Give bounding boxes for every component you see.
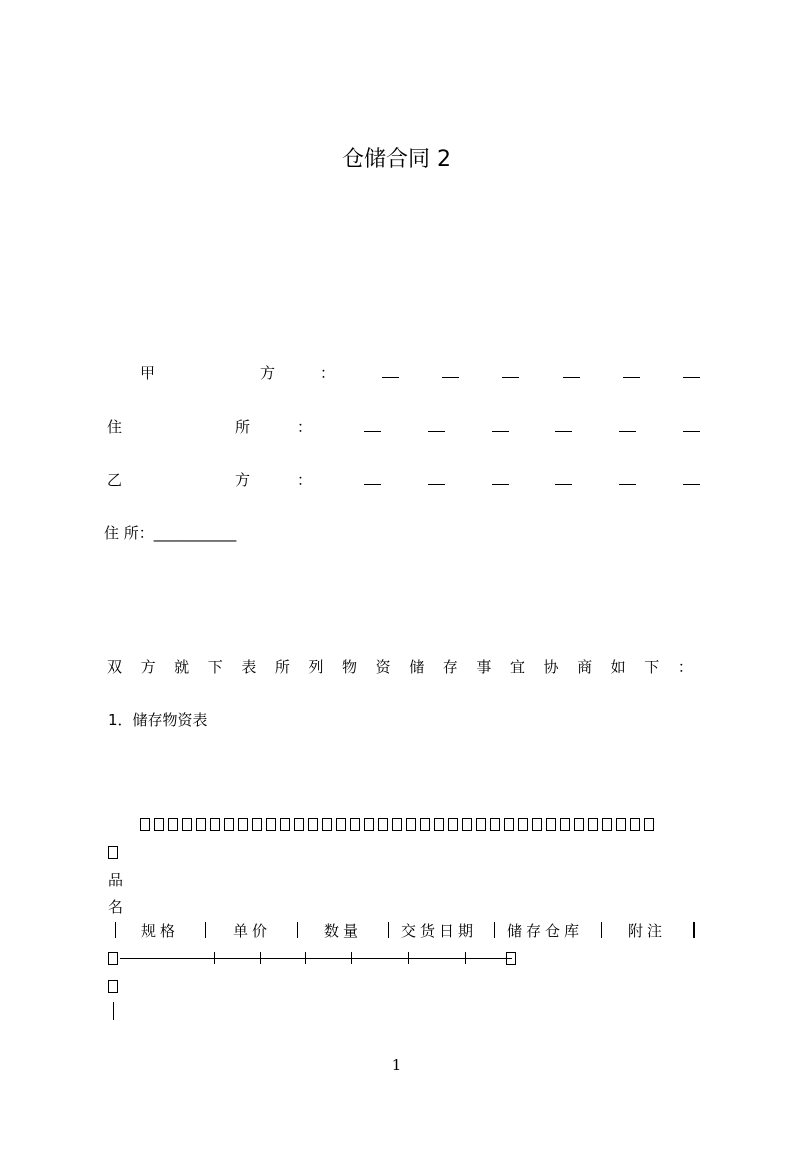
missing-glyph-box xyxy=(378,818,388,831)
missing-glyph-row xyxy=(140,816,590,835)
missing-glyph-box xyxy=(196,818,206,831)
party-b-colon: ： xyxy=(297,471,313,489)
intro-char: 所 xyxy=(274,658,290,676)
party-a-fill-line[interactable] xyxy=(382,377,700,378)
table-header-remarks: 附注 xyxy=(628,922,667,940)
intro-char: 下 xyxy=(644,658,660,676)
missing-glyph-box xyxy=(462,818,472,831)
intro-char: 商 xyxy=(577,658,593,676)
intro-char: 列 xyxy=(308,658,324,676)
table-header-delivery-date: 交货日期 xyxy=(401,922,478,940)
missing-glyph-box xyxy=(616,818,626,831)
party-b-label-char-1: 乙 xyxy=(107,471,123,489)
intro-char: 宜 xyxy=(509,658,525,676)
intro-char: 资 xyxy=(375,658,391,676)
intro-sentence xyxy=(107,656,693,677)
table-left-border xyxy=(113,1002,114,1020)
missing-glyph-box xyxy=(448,818,458,831)
intro-char: 下 xyxy=(207,658,223,676)
party-b-fill-line[interactable] xyxy=(364,484,700,485)
table-product-name-char-2: 名 xyxy=(108,898,124,916)
missing-glyph-box xyxy=(294,818,304,831)
missing-glyph-box xyxy=(168,818,178,831)
table-header-spec: 规格 xyxy=(141,922,180,940)
missing-glyph-box-2 xyxy=(108,978,122,997)
party-a-colon: ： xyxy=(320,364,336,382)
table-product-name-char-1: 品 xyxy=(108,871,124,889)
address-1-label-char-2: 所 xyxy=(235,418,251,436)
missing-glyph-box xyxy=(224,818,234,831)
missing-glyph-box xyxy=(210,818,220,831)
missing-glyph-box xyxy=(602,818,612,831)
address-2-line: 住 所：___________ xyxy=(104,524,237,542)
missing-glyph-box xyxy=(364,818,374,831)
missing-glyph-box xyxy=(504,818,514,831)
table-header-row xyxy=(107,920,697,942)
missing-glyph-box xyxy=(308,818,318,831)
missing-glyph-box xyxy=(644,818,654,831)
missing-glyph-box xyxy=(108,844,122,863)
intro-char: 物 xyxy=(342,658,358,676)
missing-glyph-box xyxy=(476,818,486,831)
address-1-colon: ： xyxy=(297,418,313,436)
missing-glyph-box xyxy=(588,818,598,831)
missing-glyph-box xyxy=(280,818,290,831)
missing-glyph-box xyxy=(406,818,416,831)
missing-glyph-box xyxy=(434,818,444,831)
intro-char: 事 xyxy=(476,658,492,676)
intro-char: 表 xyxy=(241,658,257,676)
intro-char: 就 xyxy=(174,658,190,676)
missing-glyph-box xyxy=(490,818,500,831)
intro-char: 协 xyxy=(543,658,559,676)
intro-char: 如 xyxy=(610,658,626,676)
intro-char: 存 xyxy=(442,658,458,676)
missing-glyph-box xyxy=(560,818,570,831)
document-title: 仓储合同 2 xyxy=(342,147,451,172)
missing-glyph-box xyxy=(140,818,150,831)
table-header-unit-price: 单价 xyxy=(233,922,272,940)
missing-glyph-box xyxy=(574,818,584,831)
intro-char: ： xyxy=(677,658,693,676)
missing-glyph-box xyxy=(322,818,332,831)
missing-glyph-box xyxy=(238,818,248,831)
table-header-quantity: 数量 xyxy=(324,922,363,940)
missing-glyph-box xyxy=(336,818,346,831)
party-a-label-char-2: 方 xyxy=(260,364,276,382)
address-1-label-char-1: 住 xyxy=(107,418,123,436)
missing-glyph-box xyxy=(630,818,640,831)
section-1-heading: 1．储存物资表 xyxy=(108,711,208,729)
table-header-storage-warehouse: 储存仓库 xyxy=(507,922,584,940)
missing-glyph-box xyxy=(546,818,556,831)
missing-glyph-box xyxy=(252,818,262,831)
intro-char: 储 xyxy=(409,658,425,676)
party-b-label-char-2: 方 xyxy=(235,471,251,489)
table-separator-row xyxy=(108,950,518,966)
missing-glyph-box xyxy=(350,818,360,831)
missing-glyph-box xyxy=(518,818,528,831)
missing-glyph-box xyxy=(420,818,430,831)
address-1-fill-line[interactable] xyxy=(364,431,700,432)
intro-char: 方 xyxy=(140,658,156,676)
missing-glyph-box xyxy=(266,818,276,831)
missing-glyph-box xyxy=(182,818,192,831)
missing-glyph-box xyxy=(532,818,542,831)
page-number: 1 xyxy=(391,1056,402,1074)
missing-glyph-box xyxy=(154,818,164,831)
party-a-label-char-1: 甲 xyxy=(140,364,156,382)
missing-glyph-box xyxy=(392,818,402,831)
intro-char: 双 xyxy=(107,658,123,676)
